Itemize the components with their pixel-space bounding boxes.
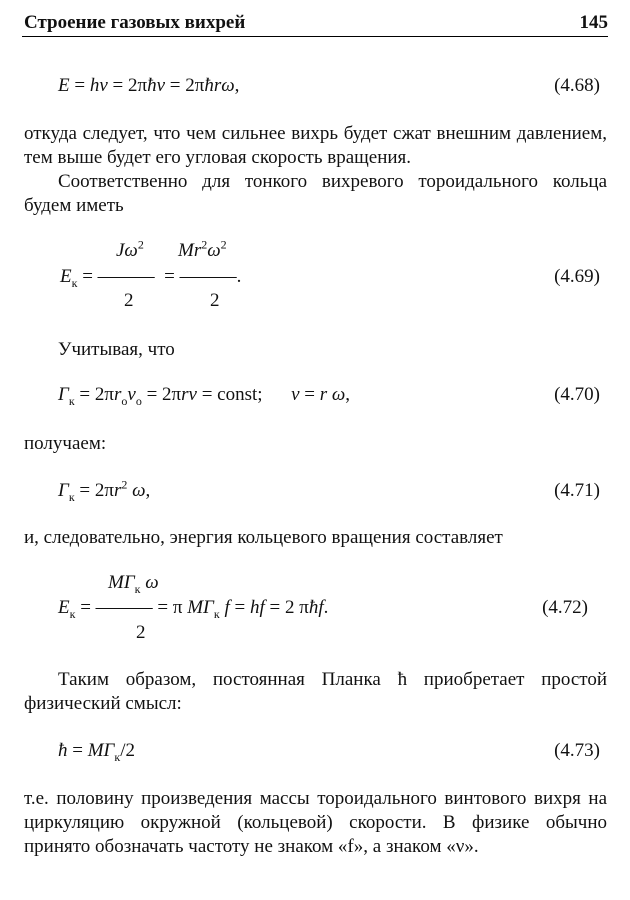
equation-number-4-71: (4.71) xyxy=(554,480,600,501)
equation-number-4-70: (4.70) xyxy=(554,384,600,405)
equation-number-4-69: (4.69) xyxy=(554,266,600,287)
equation-4-70: $Г_к = 2\pi r_оv_о = 2\pi rv$ = const; v = r ω, xyxy=(58,384,351,408)
paragraph-1: откуда следует, что чем сильнее вихрь будет сжат внешним давлением, тем выше будет его угловая скорость вращения. xyxy=(24,123,607,168)
running-header-title: Строение газовых вихрей xyxy=(24,12,246,33)
paragraph-5: и, следовательно, энергия кольцевого вращения составляет xyxy=(24,527,503,548)
page-number: 145 xyxy=(579,12,608,33)
equation-4-69: $J\omega^2$ $Mr^2\omega^2$ $E_к$ = ——— = ———. 2 2 xyxy=(60,237,242,311)
paragraph-2: Соответственно для тонкого вихревого тороидального кольца будем иметь xyxy=(24,171,607,216)
paragraph-4: получаем: xyxy=(24,433,107,454)
paragraph-6: Таким образом, постоянная Планка ħ приобретает простой физический смысл: xyxy=(24,669,607,714)
paragraph-3: Учитывая, что xyxy=(58,339,175,360)
paragraph-7: т.е. половину произведения массы тороидального винтового вихря на циркуляцию окружной (кольцевой) скорости. В физике обычно принято обозначать частоту не знаком «f», а знаком «ν». xyxy=(24,788,607,857)
equation-number-4-73: (4.73) xyxy=(554,740,600,761)
header-rule xyxy=(22,36,608,37)
equation-4-71: $Г_к = 2\pi r^2$ ω, xyxy=(58,477,151,504)
equation-number-4-72: (4.72) xyxy=(542,597,588,618)
equation-number-4-68: (4.68) xyxy=(554,75,600,96)
equation-4-73: ħ = $MГ_к/2$ xyxy=(58,740,135,764)
equation-4-72: $MГ_к$ ω $E_к$ = ——— = π $MГ_к$ f = hf = 2 πħf. 2 xyxy=(58,572,329,643)
equation-4-68: E = hv = 2πħv = 2πħrω, xyxy=(58,75,240,96)
